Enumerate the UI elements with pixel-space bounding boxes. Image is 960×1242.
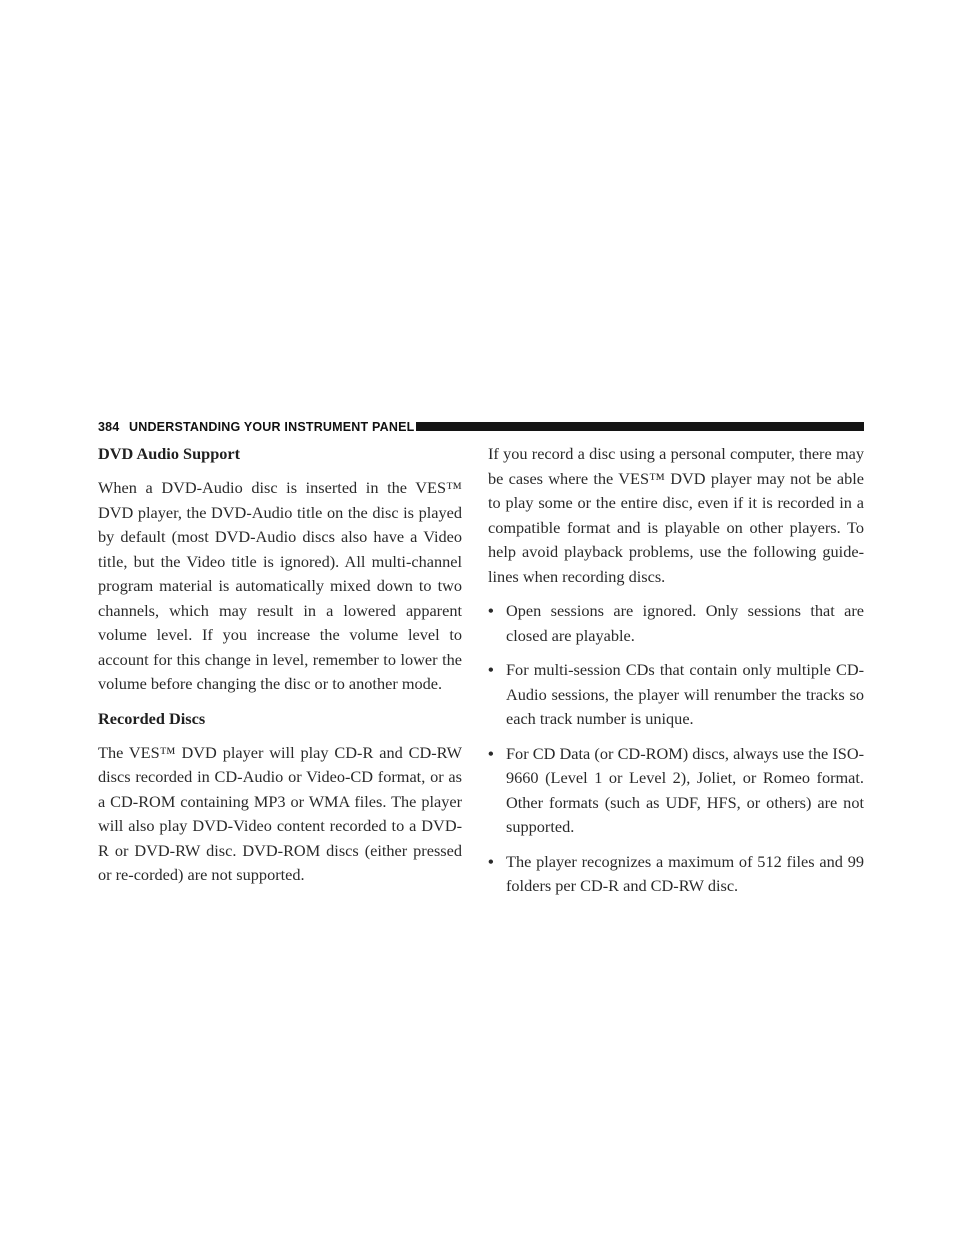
list-item bbox=[488, 658, 864, 732]
page-number: 384 bbox=[98, 420, 120, 434]
list-item-text: Open sessions are ignored. Only sessions that are closed are playable. bbox=[506, 601, 864, 645]
bullet-icon: • bbox=[488, 743, 494, 763]
list-item-text: For multi-session CDs that contain only multiple CD-Audio sessions, the player will renumber the tracks so each track number is unique. bbox=[506, 660, 864, 728]
left-column bbox=[98, 442, 462, 888]
paragraph-dvd-audio-support: When a DVD-Audio disc is inserted in the VES™ DVD player, the DVD-Audio title on the disc is played by default (most DVD-Audio discs also have a Video title, but the Video title is ignored). All multi-channel program material is automatically mixed down to two channels, which may result in a lowered apparent volume level. If you increase the volume level to account for this change in level, remember to lower the volume before changing the disc or to another mode. bbox=[98, 478, 462, 693]
paragraph-recording-intro: If you record a disc using a personal computer, there may be cases where the VES™ DVD player may not be able to play some or the entire disc, even if it is recorded in a compatible format and is playable on other players. To help avoid playback problems, use the following guide-lines when recording discs. bbox=[488, 444, 864, 586]
bullet-icon: • bbox=[488, 660, 494, 679]
right-column bbox=[488, 442, 864, 909]
list-item-text: For CD Data (or CD-ROM) discs, always use the ISO-9660 (Level 1 or Level 2), Joliet, or Romeo format. Other formats (such as UDF, HFS, or others) are not supported. bbox=[506, 743, 864, 836]
guidelines-list bbox=[488, 599, 864, 899]
paragraph-recorded-discs: The VES™ DVD player will play CD-R and CD-RW discs recorded in CD-Audio or Video-CD format, or as a CD-ROM containing MP3 or WMA files. The player will also play DVD-Video content recorded to a DVD-R or DVD-RW disc. DVD-ROM discs (either pressed or re-corded) are not supported. bbox=[98, 742, 462, 884]
list-item bbox=[488, 742, 864, 840]
heading-recorded-discs: Recorded Discs bbox=[98, 708, 206, 728]
list-item bbox=[488, 850, 864, 899]
header-rule bbox=[416, 422, 864, 431]
section-title: UNDERSTANDING YOUR INSTRUMENT PANEL bbox=[129, 420, 415, 434]
list-item-text: The player recognizes a maximum of 512 files and 99 folders per CD-R and CD-RW disc. bbox=[506, 851, 864, 895]
list-item bbox=[488, 599, 864, 648]
page-header bbox=[98, 418, 864, 436]
bullet-icon: • bbox=[488, 851, 494, 871]
bullet-icon: • bbox=[488, 601, 494, 620]
heading-dvd-audio-support: DVD Audio Support bbox=[98, 444, 241, 463]
